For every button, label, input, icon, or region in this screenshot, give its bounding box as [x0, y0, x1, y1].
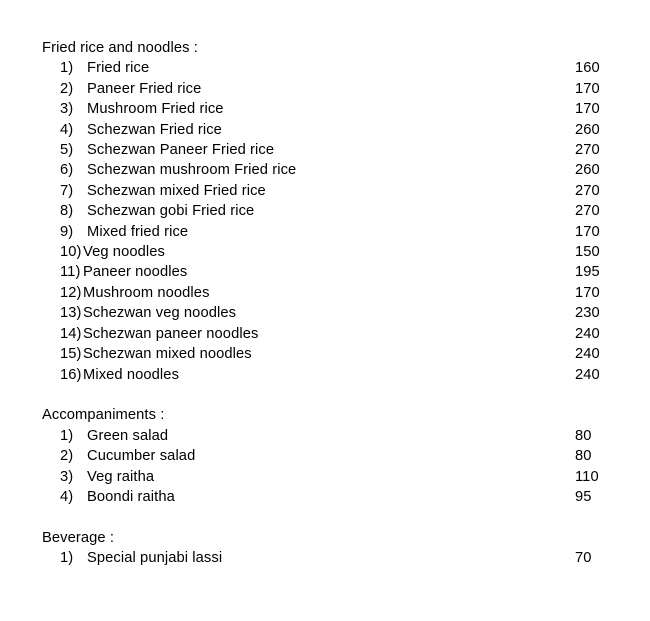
item-number: 1) [60, 550, 74, 567]
item-price: 160 [575, 60, 600, 77]
item-number: 10) [60, 244, 82, 261]
item-name: Special punjabi lassi [87, 550, 223, 567]
item-price: 270 [575, 203, 600, 220]
item-price: 260 [575, 162, 600, 179]
item-name: Mushroom noodles [83, 284, 210, 301]
item-number: 12) [60, 284, 82, 301]
item-name: Schezwan mushroom Fried rice [87, 162, 297, 179]
menu-item-row [42, 446, 650, 466]
item-price: 270 [575, 142, 600, 159]
item-number: 4) [60, 488, 74, 505]
menu-item-row [42, 283, 650, 303]
item-number: 4) [60, 121, 74, 138]
item-name: Veg noodles [83, 244, 165, 261]
item-price: 170 [575, 101, 600, 118]
section-gap [42, 385, 650, 405]
item-price: 240 [575, 346, 600, 363]
item-name: Schezwan mixed noodles [83, 346, 252, 363]
item-name: Schezwan Paneer Fried rice [87, 142, 275, 159]
item-price: 70 [575, 550, 592, 567]
item-name: Schezwan veg noodles [83, 305, 237, 322]
item-name: Cucumber salad [87, 448, 196, 465]
menu-content [42, 38, 650, 569]
menu-item-row [42, 120, 650, 140]
menu-item-row [42, 467, 650, 487]
item-number: 7) [60, 182, 74, 199]
item-name: Mixed noodles [83, 366, 180, 383]
menu-item-row [42, 140, 650, 160]
item-price: 110 [575, 468, 599, 485]
item-number: 5) [60, 142, 74, 159]
menu-item-row [42, 365, 650, 385]
item-price: 170 [575, 80, 600, 97]
item-name: Green salad [87, 427, 169, 444]
item-price: 150 [575, 244, 600, 261]
section-title-beverage: Beverage : [42, 529, 115, 546]
section-gap [42, 507, 650, 527]
item-name: Schezwan gobi Fried rice [87, 203, 255, 220]
menu-item-row [42, 222, 650, 242]
item-number: 6) [60, 162, 74, 179]
item-name: Mushroom Fried rice [87, 101, 224, 118]
item-price: 195 [575, 264, 600, 281]
item-price: 240 [575, 366, 600, 383]
item-name: Paneer Fried rice [87, 80, 202, 97]
menu-item-row [42, 262, 650, 282]
item-number: 1) [60, 427, 74, 444]
item-number: 1) [60, 60, 74, 77]
item-number: 2) [60, 80, 74, 97]
item-number: 2) [60, 448, 74, 465]
item-price: 260 [575, 121, 600, 138]
item-name: Mixed fried rice [87, 223, 189, 240]
menu-item-row [42, 201, 650, 221]
menu-item-row [42, 487, 650, 507]
menu-item-row [42, 58, 650, 78]
menu-item-row [42, 99, 650, 119]
item-name: Fried rice [87, 60, 150, 77]
item-price: 95 [575, 488, 592, 505]
menu-item-row [42, 303, 650, 323]
item-number: 9) [60, 223, 74, 240]
item-price: 240 [575, 325, 600, 342]
menu-item-row [42, 79, 650, 99]
item-number: 16) [60, 366, 82, 383]
item-number: 13) [60, 305, 82, 322]
item-number: 15) [60, 346, 82, 363]
menu-item-row [42, 242, 650, 262]
item-number: 3) [60, 468, 74, 485]
menu-item-row [42, 344, 650, 364]
item-name: Paneer noodles [83, 264, 188, 281]
menu-item-row [42, 181, 650, 201]
menu-item-row [42, 160, 650, 180]
item-price: 170 [575, 284, 600, 301]
section-title-accompaniments: Accompaniments : [42, 407, 165, 424]
section-title-fried-rice-and-noodles: Fried rice and noodles : [42, 40, 198, 56]
item-number: 3) [60, 101, 74, 118]
item-name: Boondi raitha [87, 488, 175, 505]
item-number: 11) [60, 264, 81, 281]
item-name: Schezwan paneer noodles [83, 325, 259, 342]
item-number: 8) [60, 203, 74, 220]
item-name: Veg raitha [87, 468, 155, 485]
item-number: 14) [60, 325, 82, 342]
menu-item-row [42, 426, 650, 446]
item-name: Schezwan Fried rice [87, 121, 222, 138]
item-price: 80 [575, 427, 592, 444]
item-name: Schezwan mixed Fried rice [87, 182, 266, 199]
item-price: 80 [575, 448, 592, 465]
menu-item-row [42, 548, 650, 568]
menu-item-row [42, 324, 650, 344]
item-price: 170 [575, 223, 600, 240]
item-price: 230 [575, 305, 600, 322]
item-price: 270 [575, 182, 600, 199]
